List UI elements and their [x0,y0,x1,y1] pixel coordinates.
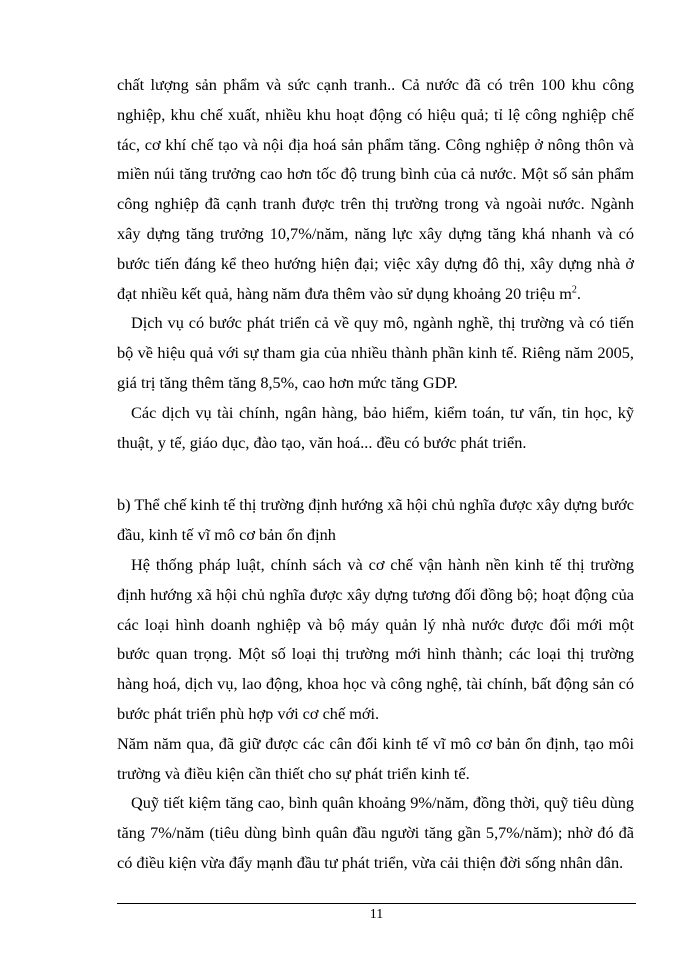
paragraph-industry-text: chất lượng sản phẩm và sức cạnh tranh.. Cả nước đã có trên 100 khu công nghiệp, khu chế xuất, nhiều khu hoạt động có hiệu quả; tỉ lệ công nghiệp chế tác, cơ khí chế tạo và nội địa hoá sản phẩm tăng. Công nghiệp ở nông thôn và miền núi tăng trưởng cao hơn tốc độ trung bình của cả nước. Một số sản phẩm công nghiệp đã cạnh tranh được trên thị trường trong và ngoài nước. Ngành xây dựng tăng trưởng 10,7%/năm, năng lực xây dựng tăng khá nhanh và có bước tiến đáng kể theo hướng hiện đại; việc xây dựng đô thị, xây dựng nhà ở đạt nhiều kết quả, hàng năm đưa thêm vào sử dụng khoảng 20 triệu m [117,75,634,303]
document-body [117,70,634,878]
section-heading-b: b) Thể chế kinh tế thị trường định hướng xã hội chủ nghĩa được xây dựng bước đầu, kinh tế vĩ mô cơ bản ổn định [117,495,634,545]
paragraph-services-growth: Dịch vụ có bước phát triển cả về quy mô, ngành nghề, thị trường và có tiến bộ về hiệu quả với sự tham gia của nhiều thành phần kinh tế. Riêng năm 2005, giá trị tăng thêm tăng 8,5%, cao hơn mức tăng GDP. [117,313,634,392]
paragraph-macro-balance: Năm năm qua, đã giữ được các cân đối kinh tế vĩ mô cơ bản ổn định, tạo môi trường và điều kiện cần thiết cho sự phát triển kinh tế. [117,733,634,783]
section-spacer [117,457,634,490]
paragraph-industry-tail: . [576,283,581,303]
paragraph-services-sectors: Các dịch vụ tài chính, ngân hàng, bảo hiểm, kiểm toán, tư vấn, tin học, kỹ thuật, y tế, giáo dục, đào tạo, văn hoá... đều có bước phát triển. [117,402,634,452]
page-number: 11 [369,907,384,922]
footer-divider [117,903,636,904]
paragraph-savings-fund: Quỹ tiết kiệm tăng cao, bình quân khoảng 9%/năm, đồng thời, quỹ tiêu dùng tăng 7%/năm (tiêu dùng bình quân đầu người tăng gần 5,7%/năm); nhờ đó đã có điều kiện vừa đẩy mạnh đầu tư phát triển, vừa cải thiện đời sống nhân dân. [117,793,634,872]
paragraph-legal-system: Hệ thống pháp luật, chính sách và cơ chế vận hành nền kinh tế thị trường định hướng xã hội chủ nghĩa được xây dựng tương đối đồng bộ; hoạt động của các loại hình doanh nghiệp và bộ máy quản lý nhà nước được đổi mới một bước quan trọng. Một số loại thị trường mới hình thành; các loại thị trường hàng hoá, dịch vụ, lao động, khoa học và công nghệ, tài chính, bất động sản có bước phát triển phù hợp với cơ chế mới. [117,554,634,723]
superscript-square-meter: 2 [571,284,577,296]
paragraph-industry-construction [117,70,634,308]
